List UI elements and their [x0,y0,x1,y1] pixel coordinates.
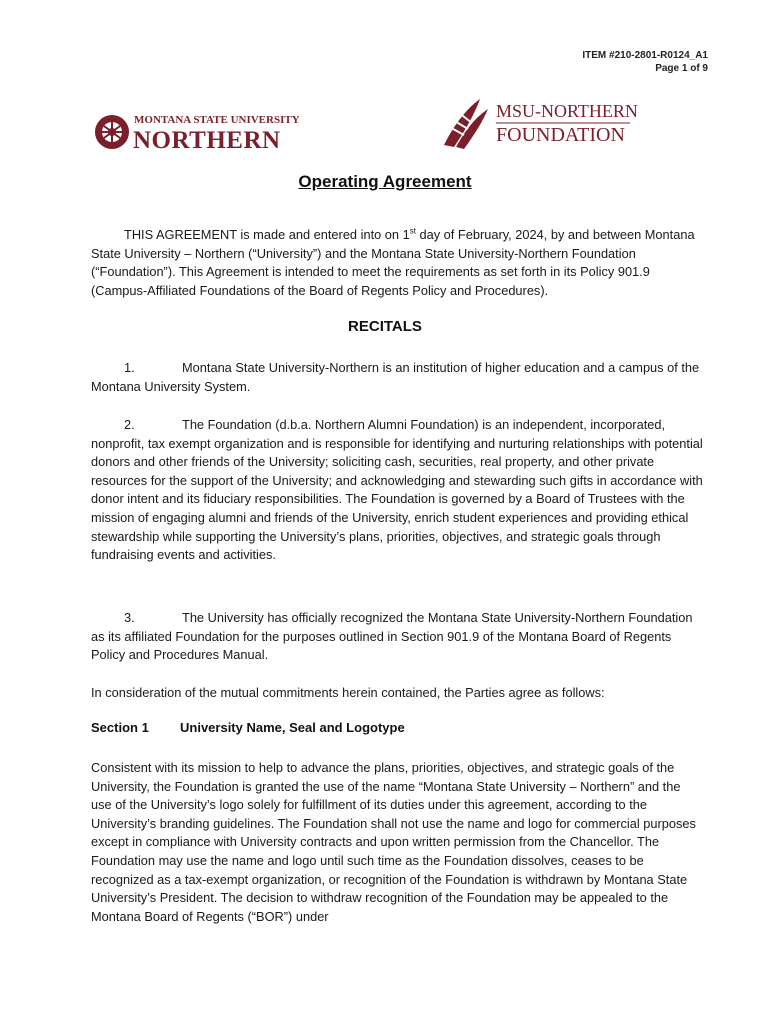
recital-text: The University has officially recognized the Montana State University-Northern Foundation as its affiliated Foundation for the purposes outlined in Section 901.9 of the Montana Board of Regents Policy and Procedures Manual. [91,610,693,663]
intro-text-start: THIS AGREEMENT is made and entered into on 1 [124,227,410,242]
recital-text: The Foundation (d.b.a. Northern Alumni Foundation) is an independent, incorporated, nonprofit, tax exempt organization and is responsible for identifying and nurturing relationships with potential donors and other friends of the University; soliciting cash, securities, real property, and other private resources for the support of the University; and acknowledging and stewarding such gifts in accordance with donor intent and its fiduciary responsibilities. The Foundation is governed by a Board of Trustees with the mission of engaging alumni and friends of the University, enrich student experiences and providing ethical stewardship while supporting the University’s plans, priorities, objectives, and strategic goals through fundraising events and activities. [91,417,703,563]
document-title: Operating Agreement [298,172,472,191]
recital-3 [91,609,703,665]
consideration-paragraph: In consideration of the mutual commitments herein contained, the Parties agree as follows: [91,685,605,700]
logo-bottom-text: NORTHERN [133,127,281,152]
recital-number: 1. [124,360,135,375]
section-title: University Name, Seal and Logotype [180,720,405,735]
recitals-heading: RECITALS [348,318,422,335]
foundation-logo [440,95,640,151]
foundation-bottom-text: FOUNDATION [496,124,625,146]
item-header [582,49,708,75]
section-1-heading [91,720,405,735]
msu-northern-logo [92,108,302,152]
item-number: ITEM #210-2801-R0124_A1 [582,50,708,61]
section-number: Section 1 [91,720,149,735]
recital-2 [91,416,703,565]
recital-text: Montana State University-Northern is an institution of higher education and a campus of the Montana University System. [91,360,700,394]
intro-paragraph [91,226,703,300]
foundation-top-text: MSU-NORTHERN [496,101,638,121]
logo-top-text: MONTANA STATE UNIVERSITY [134,114,300,126]
intro-text-end: day of February, 2024, by and between Montana State University – Northern (“University”) and the Montana State University-Northern Foundation (“Foundation”). This Agreement is intended to meet the requirements as set forth in its Policy 901.9 (Campus-Affiliated Foundations of the Board of Regents Policy and Procedures). [91,227,695,298]
sunburst-emblem-icon [95,115,129,149]
recital-number: 2. [124,417,135,432]
recital-1 [91,359,703,396]
section-1-paragraph: Consistent with its mission to help to advance the plans, priorities, objectives, and strategic goals of the University, the Foundation is granted the use of the name “Montana State University – Northern” and the use of the University’s logo solely for fulfillment of its duties under this agreement, according to the University’s branding guidelines. The Foundation shall not use the name and logo for commercial purposes except in compliance with University contracts and upon written permission from the Chancellor. The Foundation may use the name and logo until such time as the Foundation dissolves, ceases to be recognized as a tax-exempt organization, or recognition of the Foundation is withdrawn by Montana State University’s President. The decision to withdraw recognition of the Foundation may be appealed to the Montana Board of Regents (“BOR”) under [91,760,696,924]
recital-number: 3. [124,610,135,625]
intro-ordinal: st [409,226,416,236]
page-number: Page 1 of 9 [655,63,708,74]
feather-emblem-icon [444,99,488,149]
